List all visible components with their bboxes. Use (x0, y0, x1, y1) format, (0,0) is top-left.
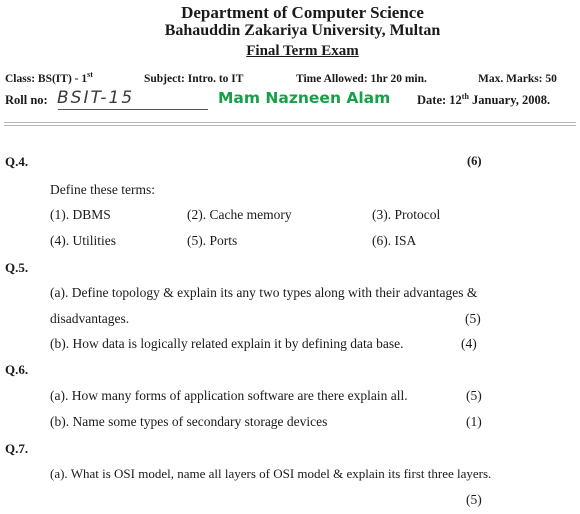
question-5a-marks: (5) (465, 311, 481, 326)
term-item: (1). DBMS (50, 207, 111, 222)
question-7a-text: (a). What is OSI model, name all layers of OSI model & explain its first three layers. (50, 466, 492, 481)
question-5b-marks: (4) (461, 336, 477, 351)
time-allowed: Time Allowed: 1hr 20 min. (296, 73, 427, 85)
max-marks: Max. Marks: 50 (478, 73, 557, 85)
term-item: (4). Utilities (50, 233, 116, 248)
term-item: (5). Ports (187, 233, 238, 248)
exam-date: Date: 12th January, 2008. (417, 91, 551, 107)
question-5b-text: (b). How data is logically related explain it by defining data base. (50, 336, 404, 351)
subject-info: Subject: Intro. to IT (144, 73, 244, 85)
teacher-name: Mam Nazneen Alam (218, 89, 391, 107)
exam-title: Final Term Exam (246, 43, 359, 59)
department-title: Department of Computer Science (181, 3, 424, 22)
term-item: (3). Protocol (372, 207, 441, 222)
question-5a-text-cont: disadvantages. (50, 311, 130, 326)
header-divider (4, 122, 576, 123)
question-6a-text: (a). How many forms of application software are there explain all. (50, 388, 408, 403)
term-item: (2). Cache memory (187, 207, 292, 222)
class-info: Class: BS(IT) - 1st (5, 70, 93, 85)
question-6a-marks: (5) (466, 388, 482, 403)
question-5a-text: (a). Define topology & explain its any two types along with their advantages & (50, 285, 478, 300)
roll-number-handwritten: BSIT-15 (57, 88, 135, 108)
roll-label: Roll no: (5, 93, 48, 107)
question-7a-marks: (5) (466, 492, 482, 507)
question-4-marks: (6) (467, 154, 482, 168)
question-6-number: Q.6. (5, 362, 29, 377)
term-item: (6). ISA (372, 233, 417, 248)
question-6b-text: (b). Name some types of secondary storage devices (50, 414, 328, 429)
university-name: Bahauddin Zakariya University, Multan (164, 22, 441, 39)
roll-underline (58, 109, 208, 110)
header-divider (4, 125, 576, 126)
question-7-number: Q.7. (5, 441, 29, 456)
question-4-number: Q.4. (5, 154, 29, 169)
question-6b-marks: (1) (466, 414, 482, 429)
question-5-number: Q.5. (5, 260, 29, 275)
question-4-intro: Define these terms: (50, 182, 155, 197)
